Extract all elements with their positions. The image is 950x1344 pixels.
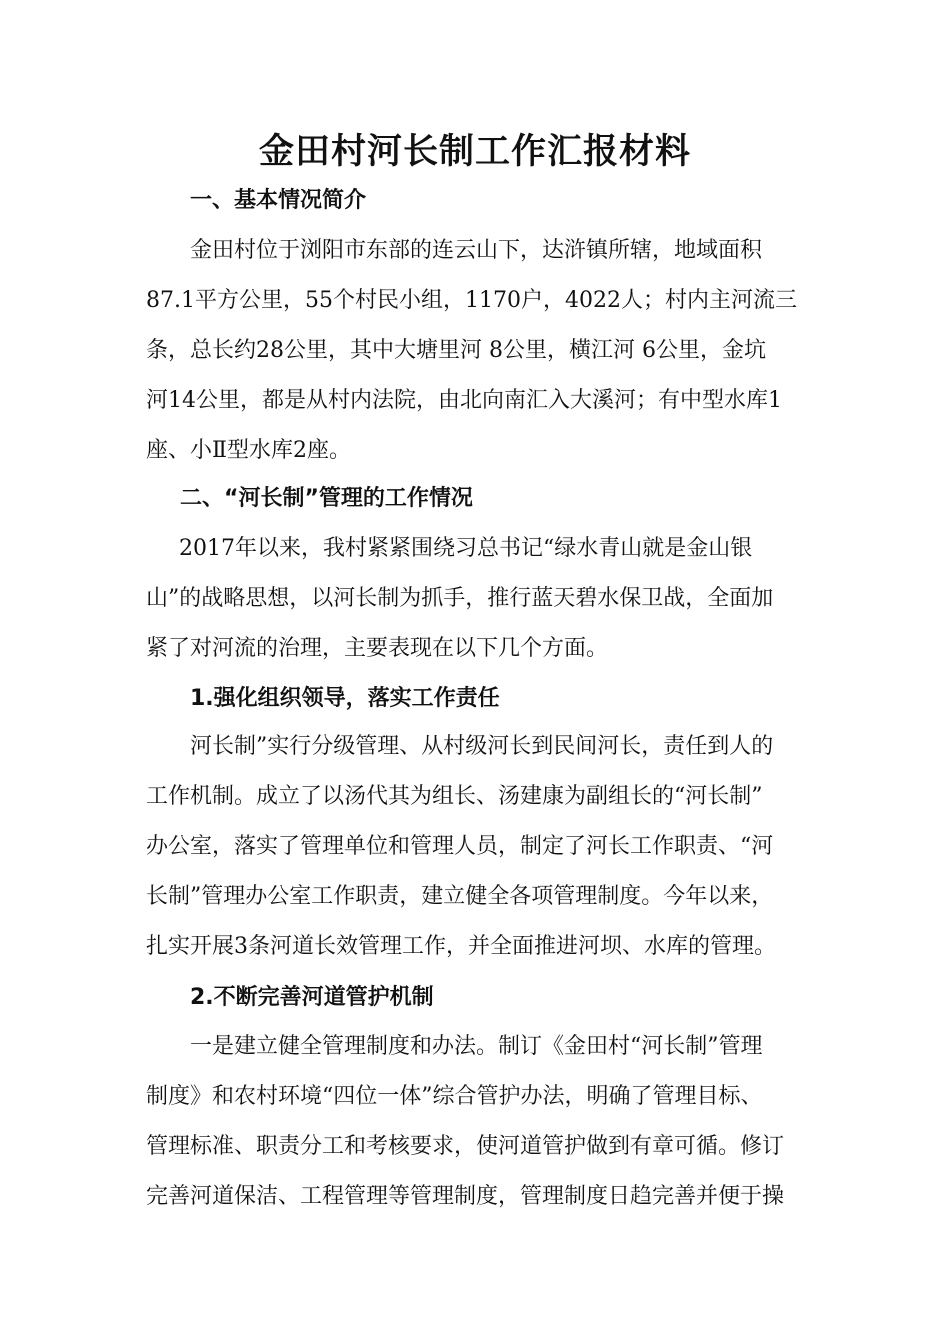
- subsection-heading-river-management: 2.不断完善河道管护机制: [190, 985, 434, 1010]
- paragraph-line: 长制”管理办公室工作职责，建立健全各项管理制度。今年以来，: [146, 884, 774, 909]
- paragraph-line: 扎实开展3条河道长效管理工作，并全面推进河坝、水库的管理。: [146, 934, 776, 959]
- paragraph-line: 管理标准、职责分工和考核要求，使河道管护做到有章可循。修订: [146, 1134, 785, 1159]
- paragraph-line: 工作机制。成立了以汤代其为组长、汤建康为副组长的“河长制”: [146, 784, 763, 809]
- section-paragraph-river-chief: [146, 524, 798, 674]
- paragraph-line: 87.1平方公里，55个村民小组，1170户，4022人；村内主河流三: [146, 288, 797, 313]
- paragraph-line: 制度》和农村环境“四位一体”综合管护办法，明确了管理目标、: [146, 1084, 763, 1109]
- paragraph-line: 2017年以来，我村紧紧围绕习总书记“绿水青山就是金山银: [179, 536, 753, 561]
- section-heading-basic-info: 一、基本情况简介: [190, 188, 367, 213]
- paragraph-line: 河14公里，都是从村内法院，由北向南汇入大溪河；有中型水库1: [146, 388, 782, 413]
- paragraph-line: 条，总长约28公里，其中大塘里河 8公里，横江河 6公里，金坑: [146, 338, 766, 363]
- subsection-heading-organization: 1.强化组织领导，落实工作责任: [190, 686, 500, 711]
- paragraph-line: 座、小Ⅱ型水库2座。: [146, 438, 351, 463]
- section-paragraph-basic-info: [146, 226, 798, 476]
- paragraph-line: 完善河道保洁、工程管理等管理制度，管理制度日趋完善并便于操: [146, 1184, 785, 1209]
- paragraph-line: 河长制”实行分级管理、从村级河长到民间河长，责任到人的: [190, 734, 774, 759]
- section-heading-river-chief: 二、“河长制”管理的工作情况: [180, 486, 473, 511]
- paragraph-line: 金田村位于浏阳市东部的连云山下，达浒镇所辖，地域面积: [190, 238, 763, 263]
- paragraph-line: 办公室，落实了管理单位和管理人员，制定了河长工作职责、“河: [146, 834, 774, 859]
- subsection-paragraph-organization: [146, 722, 798, 972]
- subsection-paragraph-river-management: [146, 1022, 798, 1222]
- paragraph-line: 一是建立健全管理制度和办法。制订《金田村“河长制”管理: [190, 1034, 763, 1059]
- paragraph-line: 紧了对河流的治理，主要表现在以下几个方面。: [146, 636, 609, 661]
- paragraph-line: 山”的战略思想，以河长制为抓手，推行蓝天碧水保卫战，全面加: [146, 586, 774, 611]
- document-title: 金田村河长制工作汇报材料: [258, 131, 691, 172]
